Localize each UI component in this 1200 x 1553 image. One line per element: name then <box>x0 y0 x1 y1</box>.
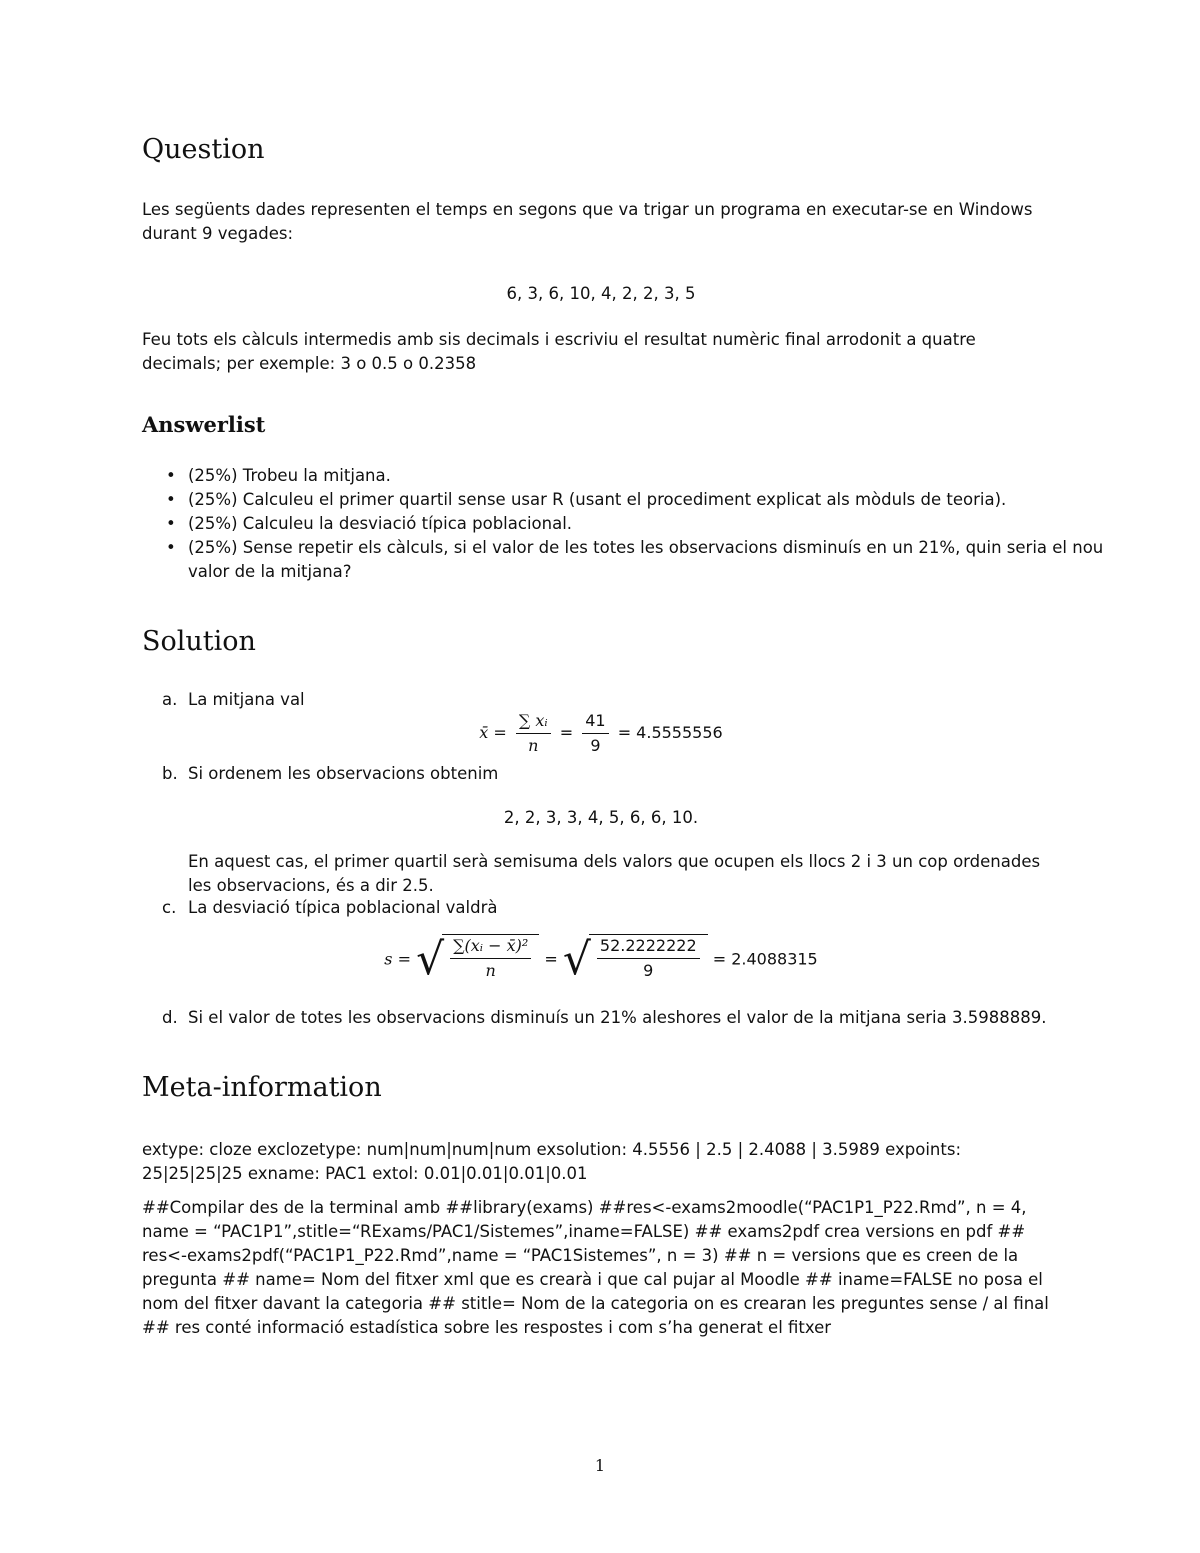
list-item: • (25%) Sense repetir els càlculs, si el valor de les totes les observacions disminuís en un 21%, quin seria el nou valor de la mitjana? <box>166 538 1104 581</box>
question-heading: Question <box>142 134 265 165</box>
list-item: • (25%) Calculeu el primer quartil sense usar R (usant el procediment explicat als mòduls de teoria). <box>188 488 1106 512</box>
solution-list-d <box>142 1006 1106 1030</box>
solution-list-c <box>142 896 1106 920</box>
meta-heading: Meta-information <box>142 1072 382 1103</box>
bullet-icon: • <box>166 538 176 557</box>
solution-item-a: a. La mitjana val <box>162 690 305 709</box>
bullet-icon: • <box>166 466 176 485</box>
mean-formula: x̄ = $\frac{\text{∑ xᵢ}}{n}$ = $\frac{41}{9}$ = 4.5555556 <box>479 711 723 755</box>
sd-formula: s = √ $\frac{\text{∑(xᵢ − x̄)²}}{n}$ = √ $\frac{52.2222222}{9}$ = 2.4088315 <box>384 934 818 985</box>
solution-list-b <box>142 762 1106 786</box>
solution-item-d: d. Si el valor de totes les observacions disminuís un 21% aleshores el valor de la mitjana seria 3.5988889. <box>162 1008 1047 1027</box>
solution-item-c: c. La desviació típica poblacional valdrà <box>162 898 498 917</box>
quartile-explanation: En aquest cas, el primer quartil serà semisuma dels valors que ocupen els llocs 2 i 3 un cop ordenades les observacions, és a dir 2.5. <box>188 852 1041 895</box>
list-item: • (25%) Trobeu la mitjana. <box>188 464 1106 488</box>
solution-item-b: b. Si ordenem les observacions obtenim <box>162 764 499 783</box>
question-intro: Les següents dades representen el temps en segons que va trigar un programa en executar-se en Windows durant 9 vegades: <box>142 200 1033 243</box>
solution-list <box>142 688 1106 712</box>
answerlist-heading: Answerlist <box>142 412 266 437</box>
solution-heading: Solution <box>142 626 256 657</box>
sorted-data: 2, 2, 3, 3, 4, 5, 6, 6, 10. <box>503 808 699 827</box>
meta-line-2: ##Compilar des de la terminal amb ##library(exams) ##res<-exams2moodle(“PAC1P1_P22.Rmd”, n = 4, name = “PAC1P1”,stitle=“RExams/PAC1/Sistemes”,iname=FALSE) ## exams2pdf crea versions en pdf ## res<-exams2pdf(“PAC1P1_P22.Rmd”,name = “PAC1Sistemes”, n = 3) ## n = versions que es creen de la pregunta ## name= Nom del fitxer xml que es crearà i que cal pujar al Moodle ## iname=FALSE no posa el nom del fitxer davant la categoria ## stitle= Nom de la categoria on es crearan les preguntes sense / al final ## res conté informació estadística sobre les respostes i com s’ha generat el fitxer <box>142 1198 1049 1337</box>
question-data: 6, 3, 6, 10, 4, 2, 2, 3, 5 <box>506 284 696 303</box>
bullet-icon: • <box>166 490 176 509</box>
answerlist <box>142 464 1106 584</box>
question-instructions: Feu tots els càlculs intermedis amb sis decimals i escriviu el resultat numèric final arrodonit a quatre decimals; per exemple: 3 o 0.5 o 0.2358 <box>142 330 976 373</box>
page-number: 1 <box>594 1456 606 1475</box>
list-item: • (25%) Calculeu la desviació típica poblacional. <box>188 512 1106 536</box>
bullet-icon: • <box>166 514 176 533</box>
meta-line-1: extype: cloze exclozetype: num|num|num|num exsolution: 4.5556 | 2.5 | 2.4088 | 3.5989 expoints: 25|25|25|25 exname: PAC1 extol: 0.01|0.01|0.01|0.01 <box>142 1140 961 1183</box>
